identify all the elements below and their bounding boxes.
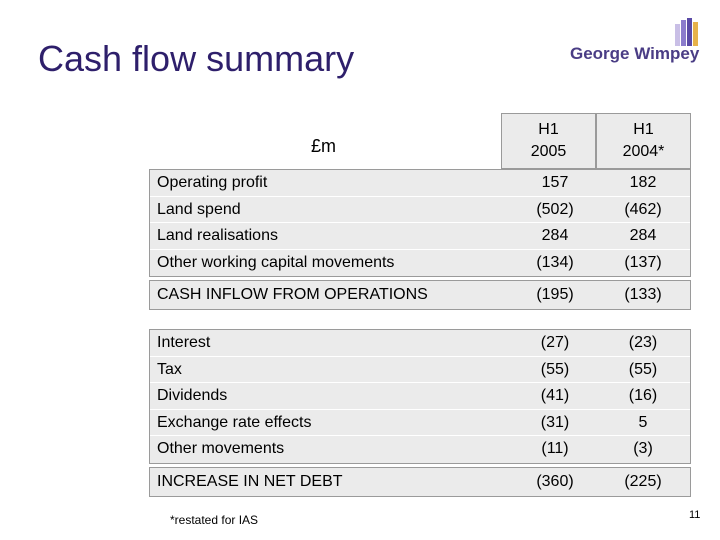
value-2005: (31) — [540, 413, 570, 431]
row-label: Land spend — [157, 200, 241, 218]
row-label: Interest — [157, 334, 211, 351]
value-2004: 284 — [629, 227, 657, 244]
total-value-2005: (360) — [536, 473, 574, 490]
total-label: INCREASE IN NET DEBT — [157, 473, 343, 490]
column-header-h1-2004 — [596, 113, 691, 169]
financing-block — [149, 329, 691, 464]
table-row — [150, 250, 690, 277]
subtotal-value-2004: (133) — [624, 286, 662, 303]
total-row — [149, 467, 691, 497]
table-row — [150, 223, 690, 250]
value-2004: 182 — [629, 174, 657, 191]
row-label: Tax — [157, 360, 182, 378]
table-row — [150, 436, 690, 463]
value-2005: (502) — [536, 200, 574, 218]
row-label: Exchange rate effects — [157, 413, 312, 431]
table-row — [150, 197, 690, 224]
value-2005: (27) — [540, 334, 570, 351]
value-2004: (3) — [633, 440, 653, 457]
page-number: 11 — [689, 509, 701, 521]
value-2004: (16) — [628, 387, 658, 404]
value-2004: (23) — [628, 334, 658, 351]
row-label: Land realisations — [157, 227, 278, 244]
value-2005: 157 — [541, 174, 569, 191]
row-label: Dividends — [157, 387, 228, 404]
value-2005: (55) — [540, 360, 570, 378]
column-header-line2: 2004* — [622, 143, 665, 160]
row-label: Other movements — [157, 440, 285, 457]
total-value-2004: (225) — [624, 473, 662, 490]
column-header-line2: 2005 — [530, 143, 567, 160]
row-label: Operating profit — [157, 174, 268, 191]
subtotal-label: CASH INFLOW FROM OPERATIONS — [157, 286, 428, 303]
subtotal-value-2005: (195) — [536, 286, 574, 303]
company-logo — [570, 18, 700, 73]
footnote: *restated for IAS — [170, 513, 259, 527]
value-2005: 284 — [541, 227, 569, 244]
table-row — [150, 357, 690, 384]
slide-title: Cash flow summary — [38, 38, 355, 79]
table-row — [150, 383, 690, 410]
value-2004: (55) — [628, 360, 658, 378]
value-2004: (137) — [624, 253, 662, 271]
value-2005: (41) — [540, 387, 570, 404]
table-row — [150, 410, 690, 437]
operations-block — [149, 169, 691, 277]
value-2005: (11) — [541, 440, 569, 457]
column-header-line1: H1 — [633, 121, 654, 138]
column-header-line1: H1 — [538, 121, 559, 138]
unit-label: £m — [311, 136, 337, 156]
value-2004: 5 — [638, 413, 648, 431]
row-label: Other working capital movements — [157, 253, 395, 271]
column-header-h1-2005 — [501, 113, 596, 169]
table-row — [150, 170, 690, 197]
subtotal-row — [149, 280, 691, 310]
logo-text: George Wimpey — [570, 44, 700, 63]
table-row — [150, 330, 690, 357]
value-2004: (462) — [624, 200, 662, 218]
value-2005: (134) — [536, 253, 574, 271]
